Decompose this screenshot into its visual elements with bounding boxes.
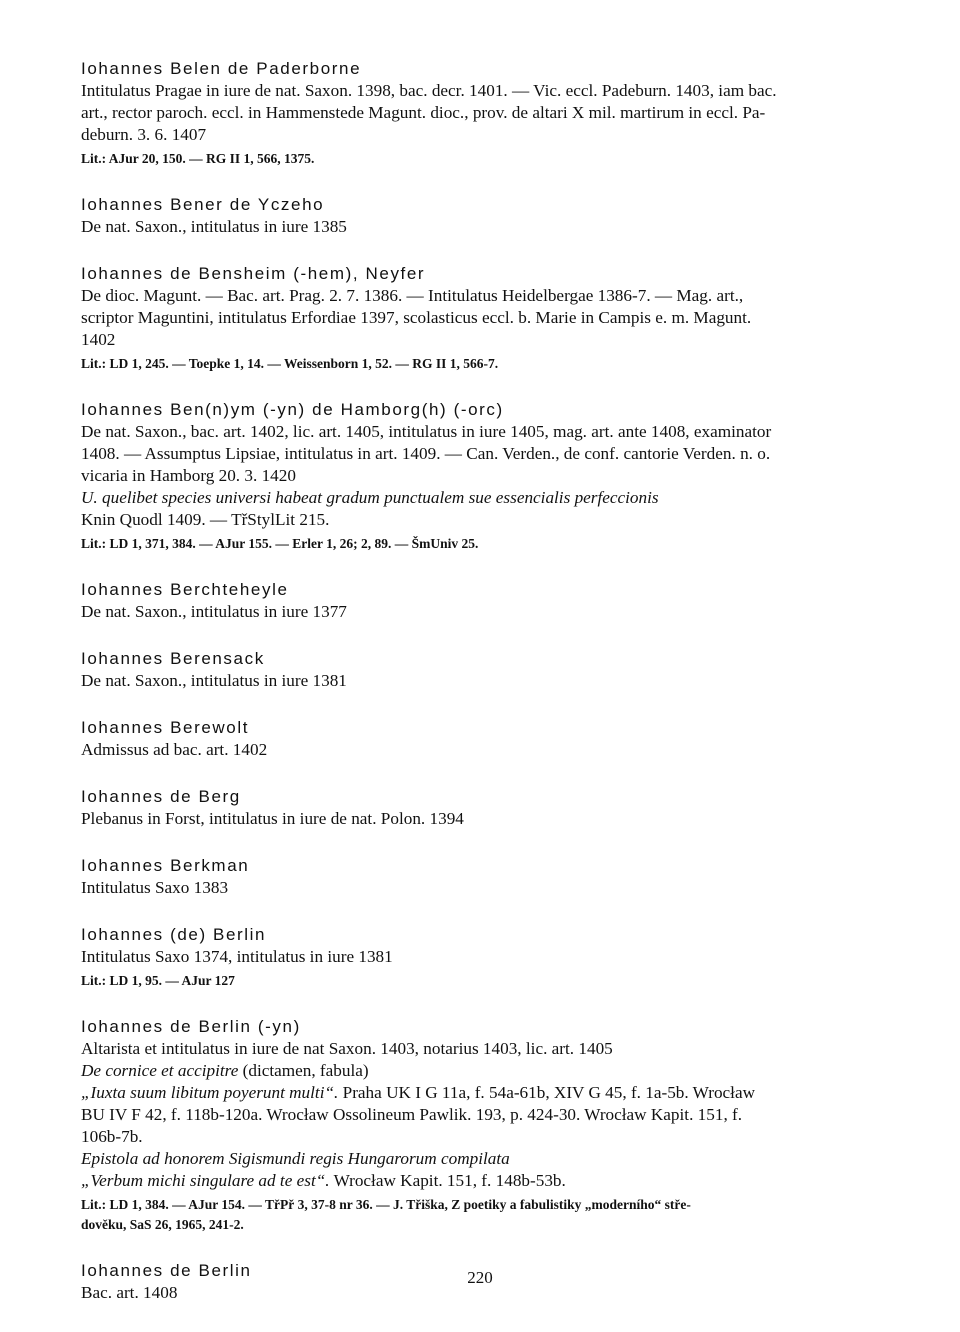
manuscripts: Praha UK I G 11a, f. 54a-61b, XIV G 45, f. 1a-5b. Wrocław xyxy=(338,1083,755,1102)
literature-line: dověku, SaS 26, 1965, 241-2. xyxy=(81,1217,244,1232)
entry-text-line: Intitulatus Saxo 1383 xyxy=(81,878,229,897)
entry-heading: Iohannes Bener de Yczeho xyxy=(81,195,325,214)
entry-text-line: De dioc. Magunt. — Bac. art. Prag. 2. 7. 1386. — Intitulatus Heidelbergae 1386-7. — Mag. art., xyxy=(81,286,744,305)
incipit: „Verbum michi singulare ad te est“. xyxy=(81,1171,330,1190)
entry-de-berlin-yn xyxy=(81,1016,881,1235)
entry-text-line: art., rector paroch. eccl. in Hammenstede Magunt. dioc., prov. de altari X mil. martirum in eccl. Pa- xyxy=(81,103,766,122)
work-title-line: Epistola ad honorem Sigismundi regis Hungarorum compilata xyxy=(81,1149,510,1168)
page-number: 220 xyxy=(467,1268,493,1287)
entry-bener xyxy=(81,194,881,238)
entry-berensack xyxy=(81,648,881,692)
manuscript-line xyxy=(81,1170,881,1192)
entry-text-line: 1408. — Assumptus Lipsiae, intitulatus in art. 1409. — Can. Verden., de conf. cantorie Verden. n. o. xyxy=(81,444,771,463)
work-title-line: U. quelibet species universi habeat gradum punctualem sue essencialis perfeccionis xyxy=(81,488,659,507)
entry-text-line: scriptor Maguntini, intitulatus Erfordiae 1397, scolasticus eccl. b. Marie in Campis e. m. Magunt. xyxy=(81,308,752,327)
source-line: Knin Quodl 1409. — TřStylLit 215. xyxy=(81,510,330,529)
entry-berg xyxy=(81,786,881,830)
work-title: De cornice et accipitre xyxy=(81,1061,239,1080)
entry-heading: Iohannes Berchteheyle xyxy=(81,580,289,599)
dictionary-page xyxy=(81,58,881,1329)
entry-text-line: vicaria in Hamborg 20. 3. 1420 xyxy=(81,466,296,485)
incipit: „Iuxta suum libitum poyerunt multi“. xyxy=(81,1083,339,1102)
entry-berchteheyle xyxy=(81,579,881,623)
entry-text-line: Plebanus in Forst, intitulatus in iure de nat. Polon. 1394 xyxy=(81,809,464,828)
manuscripts: Wrocław Kapit. 151, f. 148b-53b. xyxy=(329,1171,566,1190)
entry-text-line: Altarista et intitulatus in iure de nat Saxon. 1403, notarius 1403, lic. art. 1405 xyxy=(81,1039,613,1058)
entry-heading: Iohannes Berkman xyxy=(81,856,250,875)
entry-berkman xyxy=(81,855,881,899)
entry-text-line: deburn. 3. 6. 1407 xyxy=(81,125,207,144)
entry-bensheim xyxy=(81,263,881,374)
entry-belen xyxy=(81,58,881,169)
entry-text-line: Bac. art. 1408 xyxy=(81,1283,178,1302)
entry-heading: Iohannes Berewolt xyxy=(81,718,250,737)
entry-heading: Iohannes Ben(n)ym (-yn) de Hamborg(h) (-orc) xyxy=(81,400,504,419)
entry-berewolt xyxy=(81,717,881,761)
literature-line: Lit.: LD 1, 384. — AJur 154. — TřPř 3, 37-8 nr 36. — J. Třiška, Z poetiky a fabulistiky „moderního“ stře- xyxy=(81,1197,691,1212)
literature-line: Lit.: LD 1, 245. — Toepke 1, 14. — Weissenborn 1, 52. — RG II 1, 566-7. xyxy=(81,356,499,371)
entry-text-line: 1402 xyxy=(81,330,116,349)
entry-text-line: Admissus ad bac. art. 1402 xyxy=(81,740,268,759)
work-title-line xyxy=(81,1060,881,1082)
work-genre: (dictamen, fabula) xyxy=(238,1061,369,1080)
entry-heading: Iohannes de Berg xyxy=(81,787,241,806)
literature-line: Lit.: LD 1, 371, 384. — AJur 155. — Erler 1, 26; 2, 89. — ŠmUniv 25. xyxy=(81,536,479,551)
entry-text-line: Intitulatus Pragae in iure de nat. Saxon. 1398, bac. decr. 1401. — Vic. eccl. Padeburn. 1403, iam bac. xyxy=(81,81,777,100)
entry-text-line: Intitulatus Saxo 1374, intitulatus in iure 1381 xyxy=(81,947,393,966)
manuscript-line: BU IV F 42, f. 118b-120a. Wrocław Ossolineum Pawlik. 193, p. 424-30. Wrocław Kapit. 151, f. xyxy=(81,1105,743,1124)
entry-text-line: De nat. Saxon., bac. art. 1402, lic. art. 1405, intitulatus in iure 1405, mag. art. ante 1408, examinator xyxy=(81,422,772,441)
entry-heading: Iohannes de Berlin (-yn) xyxy=(81,1017,301,1036)
entry-text-line: De nat. Saxon., intitulatus in iure 1381 xyxy=(81,671,347,690)
manuscript-line: 106b-7b. xyxy=(81,1127,143,1146)
entry-heading: Iohannes (de) Berlin xyxy=(81,925,267,944)
entry-heading: Iohannes Belen de Paderborne xyxy=(81,59,362,78)
entry-bennym xyxy=(81,399,881,554)
entry-heading: Iohannes Berensack xyxy=(81,649,265,668)
entry-text-line: De nat. Saxon., intitulatus in iure 1385 xyxy=(81,217,347,236)
entry-heading: Iohannes de Bensheim (-hem), Neyfer xyxy=(81,264,426,283)
entry-de-berlin-1 xyxy=(81,924,881,991)
entry-text-line: De nat. Saxon., intitulatus in iure 1377 xyxy=(81,602,347,621)
entry-heading: Iohannes de Berlin xyxy=(81,1261,252,1280)
manuscript-line xyxy=(81,1082,881,1104)
literature-line: Lit.: LD 1, 95. — AJur 127 xyxy=(81,973,235,988)
literature-line: Lit.: AJur 20, 150. — RG II 1, 566, 1375. xyxy=(81,151,315,166)
